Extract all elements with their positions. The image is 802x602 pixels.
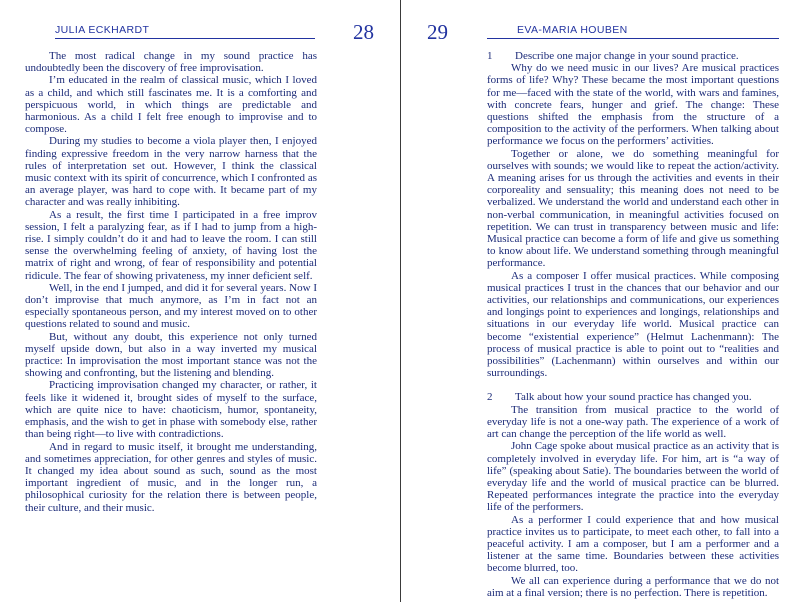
question-text: Talk about how your sound practice has changed you. [515, 391, 752, 404]
paragraph: We all can experience during a performance that we do not aim at a final version; there is no perfection. There is repetition. [487, 574, 779, 599]
question-number: 1 [487, 50, 493, 62]
left-running-head: JULIA ECKHARDT [55, 24, 150, 36]
question-number: 2 [487, 391, 493, 404]
question-heading [487, 50, 779, 62]
paragraph: Practicing improvisation changed my character, or rather, it feels like it widened it, brought sides of myself to the surface, which are quite nice to have: chaoticism, humor, spontaneity, emphasis, and the wish to get in phase with somebody else, rather than being right—to live with contradictions. [25, 379, 317, 441]
left-page [0, 0, 400, 602]
paragraph: During my studies to become a viola player then, I enjoyed finding expressive freedom in the very narrow harness that the rules of interpretation set out. However, I think the classical music context with its spirit of concurrence, which I confronted as an average player, was hard to cope with. It became part of my character and was really inhibiting. [25, 135, 317, 209]
right-page [401, 0, 802, 602]
paragraph: But, without any doubt, this experience not only turned myself upside down, but also in a way inverted my musical practice: In improvisation the most important stance was not the showing and confronting, but the listening and blending. [25, 330, 317, 380]
left-header-rule [55, 38, 315, 39]
right-header-rule [487, 38, 779, 39]
question-text: Describe one major change in your sound practice. [515, 50, 739, 62]
paragraph: Well, in the end I jumped, and did it for several years. Now I don’t improvise that much anymore, as I’m in fact not an especially spontaneous person, and my interest moved on to other questions related to sound and music. [25, 281, 317, 331]
paragraph: As a result, the first time I participated in a free improv session, I felt a paralyzing fear, as if I had to jump from a high-rise. I simply couldn’t do it and had to leave the room. I can still sense the overwhelming feeling of anxiety, of having lost the matrix of right and wrong, of fear of responsibility and potential ridicule. The fear of showing privateness, my inner deficient self. [25, 208, 317, 282]
paragraph: As a composer I offer musical practices. While composing musical practices I trust in the chances that our behavior and our activities, our relationships and communications, our experiences and longings point to experiences and longings, relationships and situations in our everyday life world. Musical practice can become “existential experience” (Helmut Lachenmann): The process of musical practice is able to point out to “realities and possibilities” (Lachenmann) within ourselves and within our surroundings. [487, 269, 779, 380]
paragraph: As a performer I could experience that and how musical practice invites us to participate, to meet each other, to fall into a peaceful activity. I am a composer, but I am a performer and a listener at the same time. Boundaries between these activities become blurred, too. [487, 513, 779, 575]
right-folio: 29 [427, 20, 448, 44]
left-folio: 28 [353, 20, 374, 44]
right-body-text [487, 50, 779, 599]
paragraph: Why do we need music in our lives? Are musical practices forms of life? Why? These became the most important questions for me—faced with the state of the world, with wars and famines, with concrete fears, hunger and grief. The change: These questions shifted the emphasis from the structure of a composition to the activity of the performers. When talking about performance we focus on the performers’ activities. [487, 62, 779, 148]
paragraph: The transition from musical practice to the world of everyday life is not a one-way path. The experience of a work of art can change the perception of the life world as well. [487, 403, 779, 441]
section-spacer [487, 379, 779, 391]
right-running-head: EVA-MARIA HOUBEN [517, 24, 628, 36]
paragraph: I’m educated in the realm of classical music, which I loved as a child, and which still fascinates me. It is a comforting and perspicuous world, in which things are predictable and harmonious. As a child I felt free enough to improvise and to compose. [25, 74, 317, 136]
paragraph: Together or alone, we do something meaningful for ourselves with sounds; we would like to repeat the action/activity. A meaning arises for us through the activities and events in their corporeality and sensuality; this meaning does not need to be verbalized. We understand the world and understand each other in non-verbal communication, in meaningful activities focused on repetition. We can trust in transparency between music and life: Musical practice can become a form of life and give us something to know about life. We understand something through meaningful performance. [487, 147, 779, 270]
paragraph: And in regard to music itself, it brought me understanding, and sometimes appreciation, for other genres and styles of music. It changed my idea about sound as such, sound as the most important ingredient of music, and in the longer run, a philosophical curiosity for the relation there is between people, their culture, and their music. [25, 440, 317, 514]
left-body-text [25, 50, 317, 514]
paragraph: The most radical change in my sound practice has undoubtedly been the discovery of free improvisation. [25, 50, 317, 75]
question-heading [487, 391, 779, 403]
paragraph: John Cage spoke about musical practice as an activity that is completely involved in everyday life. For him, art is “a way of life” (speaking about Satie). The boundaries between the world of everyday life and the world of musical practice can be blurred. Repeated performances integrate the practice into the everyday life of the performers. [487, 440, 779, 514]
